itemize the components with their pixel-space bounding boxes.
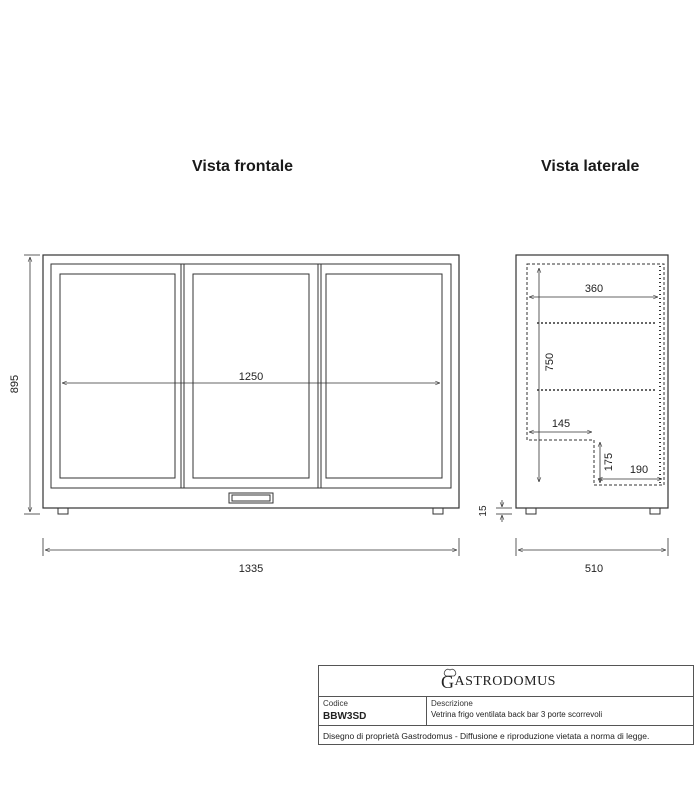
code-value: BBW3SD [323,711,367,722]
code-label: Codice [323,699,348,708]
company-logo [441,674,556,690]
logo-text: ASTRODOMUS [454,674,556,689]
dim-label-side-depth-top: 360 [584,283,604,295]
front-foot-left [58,508,68,514]
description-cell [427,697,693,725]
front-grille-inner [232,495,270,501]
dim-side-total-depth [516,538,668,556]
code-cell [319,697,427,725]
title-block-info [319,697,693,726]
door-right-glass [326,274,442,478]
description-label: Descrizione [431,699,473,708]
logo-initial: G [441,672,455,692]
title-block [318,665,694,745]
front-view-title: Vista frontale [192,158,294,175]
front-foot-right [433,508,443,514]
door-right-frame [318,264,451,488]
dim-label-side-total-depth: 510 [584,563,604,575]
description-value: Vetrina frigo ventilata back bar 3 porte scorrevoli [431,710,603,719]
front-view [43,255,459,514]
side-view-title: Vista laterale [541,158,640,175]
dim-label-front-height: 895 [9,374,21,394]
dim-label-side-step-depth: 145 [551,418,571,430]
ownership-notice: Disegno di proprietà Gastrodomus - Diffusione e riproduzione vietata a norma di legge. [323,731,650,741]
dim-front-height [24,255,40,514]
dim-label-foot-height: 15 [478,505,489,517]
dim-label-side-height-inner: 750 [544,352,556,372]
dim-front-total-width [43,538,459,556]
dim-foot-height [496,500,512,522]
logo-row [319,666,693,697]
side-foot-rear [650,508,660,514]
dim-label-side-base-depth: 190 [629,464,649,476]
side-foot-front [526,508,536,514]
door-left-glass [60,274,175,478]
door-left-frame [51,264,184,488]
dim-label-side-step-height: 175 [603,452,615,472]
dim-label-front-inner-width: 1250 [238,371,264,383]
dim-label-front-total-width: 1335 [238,563,264,575]
